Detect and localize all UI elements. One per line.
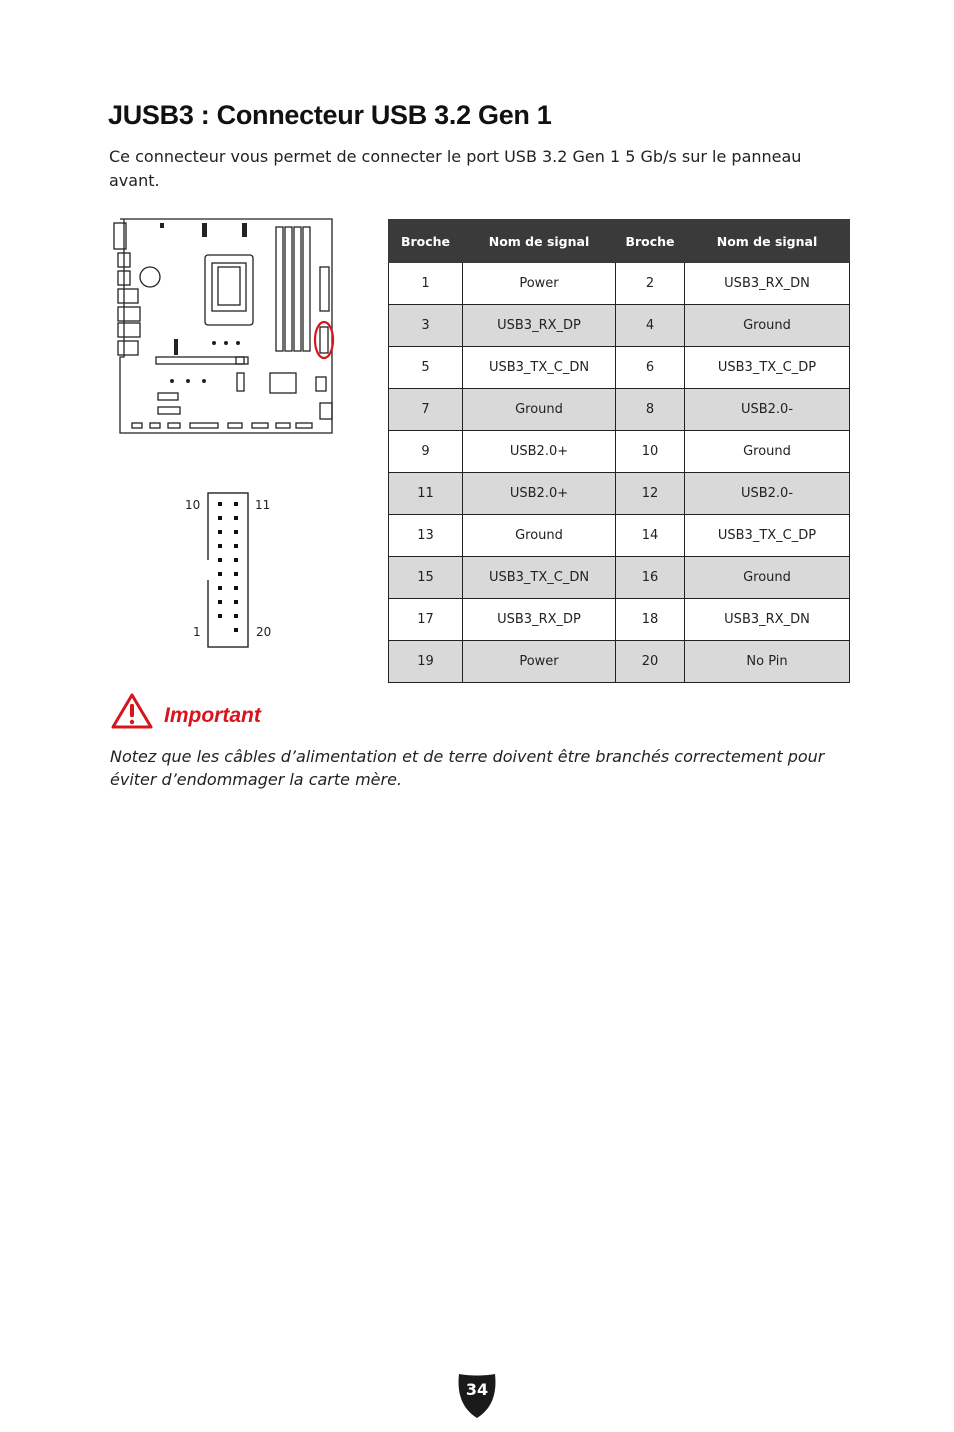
table-header: Nom de signal bbox=[463, 220, 616, 263]
table-cell: 14 bbox=[616, 515, 685, 557]
table-cell: 11 bbox=[389, 473, 463, 515]
table-cell: 1 bbox=[389, 263, 463, 305]
table-cell: Ground bbox=[463, 389, 616, 431]
pin-label-bottom-left: 1 bbox=[193, 625, 201, 639]
table-cell: 9 bbox=[389, 431, 463, 473]
intro-paragraph: Ce connecteur vous permet de connecter le port USB 3.2 Gen 1 5 Gb/s sur le panneau avant. bbox=[109, 147, 802, 190]
table-header-row bbox=[389, 220, 850, 263]
table-header: Broche bbox=[616, 220, 685, 263]
important-label: Important bbox=[164, 704, 261, 727]
table-cell: USB3_TX_C_DN bbox=[463, 347, 616, 389]
table-cell: USB3_RX_DP bbox=[463, 305, 616, 347]
table-row bbox=[389, 515, 850, 557]
table-cell: USB3_TX_C_DP bbox=[685, 515, 850, 557]
table-cell: USB3_RX_DP bbox=[463, 599, 616, 641]
table-cell: 16 bbox=[616, 557, 685, 599]
table-cell: 17 bbox=[389, 599, 463, 641]
table-cell: 4 bbox=[616, 305, 685, 347]
table-row bbox=[389, 431, 850, 473]
table-header: Broche bbox=[389, 220, 463, 263]
table-row bbox=[389, 305, 850, 347]
warning-icon bbox=[110, 692, 154, 730]
table-row bbox=[389, 599, 850, 641]
table-cell: USB3_TX_C_DN bbox=[463, 557, 616, 599]
table-cell: 19 bbox=[389, 641, 463, 683]
page-number: 34 bbox=[465, 1380, 489, 1399]
table-cell: USB3_RX_DN bbox=[685, 263, 850, 305]
table-cell: Power bbox=[463, 641, 616, 683]
pin-label-top-left: 10 bbox=[185, 498, 201, 512]
table-cell: 6 bbox=[616, 347, 685, 389]
table-cell: 5 bbox=[389, 347, 463, 389]
table-cell: Power bbox=[463, 263, 616, 305]
table-cell: No Pin bbox=[685, 641, 850, 683]
table-row bbox=[389, 347, 850, 389]
table-cell: 7 bbox=[389, 389, 463, 431]
table-cell: Ground bbox=[685, 557, 850, 599]
table-cell: USB2.0+ bbox=[463, 431, 616, 473]
important-text: Notez que les câbles d’alimentation et de terre doivent être branchés correctement pour éviter d’endommager la carte mère. bbox=[110, 747, 825, 789]
table-cell: Ground bbox=[685, 431, 850, 473]
table-cell: 15 bbox=[389, 557, 463, 599]
table-row bbox=[389, 473, 850, 515]
table-cell: 18 bbox=[616, 599, 685, 641]
table-cell: USB3_TX_C_DP bbox=[685, 347, 850, 389]
page-title: JUSB3 : Connecteur USB 3.2 Gen 1 bbox=[108, 100, 552, 130]
table-cell: 13 bbox=[389, 515, 463, 557]
pin-label-top-right: 11 bbox=[255, 498, 271, 512]
table-cell: 8 bbox=[616, 389, 685, 431]
table-cell: Ground bbox=[685, 305, 850, 347]
table-cell: 3 bbox=[389, 305, 463, 347]
table-cell: USB2.0+ bbox=[463, 473, 616, 515]
table-cell: Ground bbox=[463, 515, 616, 557]
table-cell: USB2.0- bbox=[685, 389, 850, 431]
pinout-table bbox=[388, 219, 850, 683]
table-row bbox=[389, 641, 850, 683]
table-cell: 12 bbox=[616, 473, 685, 515]
table-cell: USB2.0- bbox=[685, 473, 850, 515]
table-row bbox=[389, 389, 850, 431]
pin-label-bottom-right: 20 bbox=[256, 625, 272, 639]
table-cell: USB3_RX_DN bbox=[685, 599, 850, 641]
table-cell: 10 bbox=[616, 431, 685, 473]
table-row bbox=[389, 557, 850, 599]
important-heading bbox=[110, 692, 261, 730]
table-header: Nom de signal bbox=[685, 220, 850, 263]
table-cell: 2 bbox=[616, 263, 685, 305]
table-cell: 20 bbox=[616, 641, 685, 683]
table-row bbox=[389, 263, 850, 305]
motherboard-diagram bbox=[110, 215, 340, 440]
